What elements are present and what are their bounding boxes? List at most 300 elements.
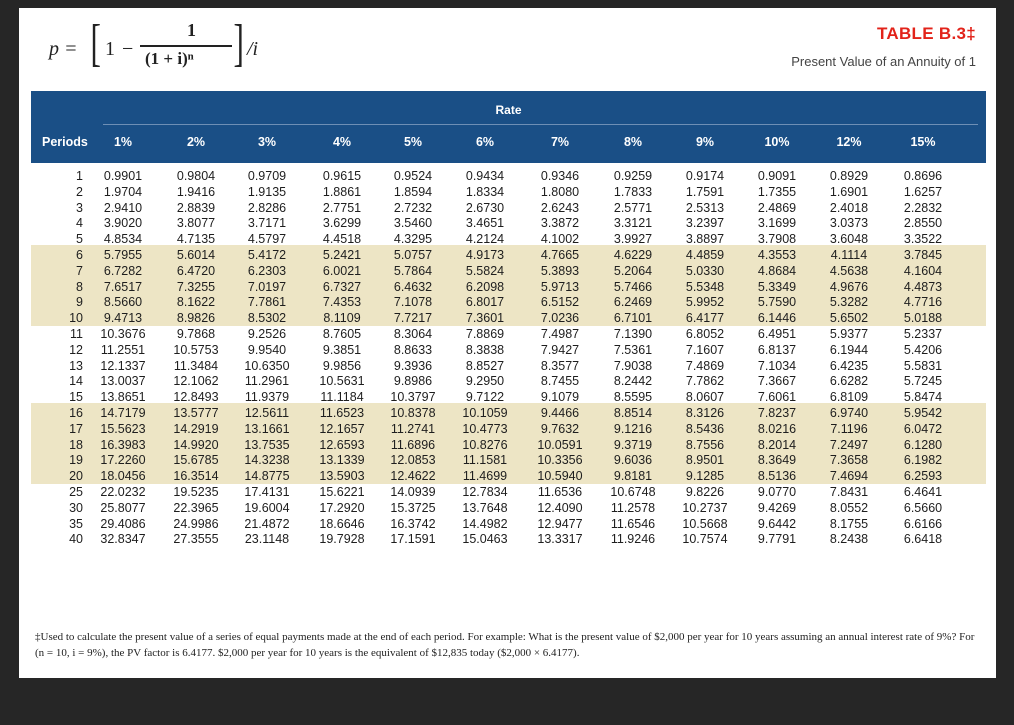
column-header: 1% bbox=[113, 135, 133, 149]
value-cell: 6.8137 bbox=[757, 342, 797, 357]
value-cell: 1.8334 bbox=[465, 184, 505, 199]
value-cell: 4.1114 bbox=[830, 248, 868, 262]
value-cell: 6.7282 bbox=[103, 263, 143, 278]
value-cell: 6.4632 bbox=[393, 279, 433, 294]
value-cell: 0.9346 bbox=[540, 169, 580, 183]
value-cell: 18.0456 bbox=[100, 469, 146, 484]
value-cell: 12.1062 bbox=[173, 374, 219, 389]
value-cell: 6.4641 bbox=[903, 485, 943, 499]
value-cell: 3.9020 bbox=[103, 216, 143, 231]
table-row bbox=[31, 169, 986, 184]
value-cell: 12.4090 bbox=[537, 500, 583, 515]
period-cell: 19 bbox=[69, 453, 83, 468]
value-cell: 13.1661 bbox=[244, 421, 290, 436]
value-cell: 29.4086 bbox=[100, 516, 146, 531]
value-cell: 3.0373 bbox=[829, 216, 869, 231]
period-cell: 17 bbox=[69, 421, 83, 436]
value-cell: 6.1944 bbox=[829, 342, 869, 357]
value-cell: 11.2551 bbox=[100, 342, 146, 357]
value-cell: 5.7955 bbox=[103, 248, 143, 262]
table-row bbox=[31, 501, 986, 516]
value-cell: 2.6730 bbox=[465, 200, 505, 215]
value-cell: 12.5611 bbox=[244, 406, 290, 420]
value-cell: 6.7327 bbox=[322, 279, 362, 294]
value-cell: 11.9246 bbox=[610, 532, 656, 547]
period-cell: 5 bbox=[76, 232, 83, 247]
value-cell: 27.3555 bbox=[173, 532, 219, 547]
value-cell: 5.5831 bbox=[903, 358, 943, 373]
value-cell: 6.4177 bbox=[685, 311, 725, 326]
value-cell: 0.9259 bbox=[613, 169, 653, 183]
value-cell: 3.3872 bbox=[540, 216, 580, 231]
value-cell: 7.1078 bbox=[393, 295, 433, 310]
footnote: ‡Used to calculate the present value of a series of equal payments made at the end of each period. For example: What is the present value of $2,000 per year for 10 years assuming an annual interest rate of 9%? For (n = 10, i = 9%), the PV factor is 6.4177. $2,000 per year for 10 years is the equivalent of $12,835 today ($2,000 × 6.4177). bbox=[35, 631, 975, 659]
value-cell: 4.8684 bbox=[757, 263, 797, 278]
value-cell: 16.3514 bbox=[173, 469, 219, 484]
value-cell: 3.8077 bbox=[176, 216, 216, 231]
period-cell: 25 bbox=[69, 485, 83, 499]
value-cell: 7.8869 bbox=[465, 327, 505, 341]
value-cell: 4.7665 bbox=[540, 248, 580, 262]
value-cell: 6.7101 bbox=[613, 311, 653, 326]
table-row bbox=[31, 248, 986, 263]
value-cell: 9.9856 bbox=[322, 358, 362, 373]
value-cell: 5.5348 bbox=[685, 279, 725, 294]
value-cell: 10.6350 bbox=[244, 358, 290, 373]
value-cell: 7.0236 bbox=[540, 311, 580, 326]
value-cell: 2.7751 bbox=[322, 200, 362, 215]
value-cell: 4.2124 bbox=[465, 232, 505, 247]
value-cell: 7.4869 bbox=[685, 358, 725, 373]
period-cell: 40 bbox=[69, 532, 83, 547]
column-header: 8% bbox=[623, 135, 643, 149]
value-cell: 4.7716 bbox=[903, 295, 943, 310]
value-cell: 11.1581 bbox=[462, 453, 508, 468]
value-cell: 7.6517 bbox=[103, 279, 143, 294]
column-header: 7% bbox=[550, 135, 570, 149]
value-cell: 1.9704 bbox=[103, 184, 143, 199]
value-cell: 14.0939 bbox=[390, 485, 436, 499]
value-cell: 16.3742 bbox=[390, 516, 436, 531]
rate-label: Rate bbox=[495, 103, 522, 117]
period-cell: 11 bbox=[70, 327, 83, 341]
table-title-box bbox=[791, 24, 976, 69]
value-cell: 4.9676 bbox=[829, 279, 869, 294]
value-cell: 9.4466 bbox=[540, 406, 580, 420]
value-cell: 3.1699 bbox=[757, 216, 797, 231]
value-cell: 2.8550 bbox=[903, 216, 943, 231]
value-cell: 9.8226 bbox=[685, 485, 725, 499]
value-cell: 9.8181 bbox=[613, 469, 653, 484]
value-cell: 8.9826 bbox=[176, 311, 216, 326]
value-cell: 9.8986 bbox=[393, 374, 433, 389]
table-row bbox=[31, 311, 986, 326]
value-cell: 12.1657 bbox=[319, 421, 365, 436]
rate-underline bbox=[103, 124, 978, 125]
period-cell: 10 bbox=[69, 311, 83, 326]
value-cell: 1.8861 bbox=[322, 184, 362, 199]
value-cell: 8.3649 bbox=[757, 453, 797, 468]
table-row bbox=[31, 406, 986, 421]
value-cell: 6.6418 bbox=[903, 532, 943, 547]
value-cell: 22.3965 bbox=[173, 500, 219, 515]
value-cell: 14.7179 bbox=[100, 406, 146, 420]
value-cell: 6.6166 bbox=[903, 516, 943, 531]
value-cell: 8.5302 bbox=[247, 311, 287, 326]
value-cell: 7.3255 bbox=[176, 279, 216, 294]
value-cell: 6.2303 bbox=[247, 263, 287, 278]
value-cell: 12.0853 bbox=[390, 453, 436, 468]
value-cell: 7.3601 bbox=[465, 311, 505, 326]
value-cell: 25.8077 bbox=[100, 500, 146, 515]
period-cell: 35 bbox=[69, 516, 83, 531]
value-cell: 3.3522 bbox=[903, 232, 943, 247]
value-cell: 6.4235 bbox=[829, 358, 869, 373]
value-cell: 6.2593 bbox=[903, 469, 943, 484]
period-cell: 15 bbox=[69, 390, 83, 405]
value-cell: 8.1755 bbox=[829, 516, 869, 531]
value-cell: 5.0188 bbox=[903, 311, 943, 326]
value-cell: 7.2497 bbox=[829, 437, 869, 452]
value-cell: 3.3121 bbox=[613, 216, 653, 231]
value-cell: 3.8897 bbox=[685, 232, 725, 247]
value-cell: 14.4982 bbox=[462, 516, 508, 531]
formula-minus: − bbox=[122, 38, 134, 60]
value-cell: 8.7455 bbox=[540, 374, 580, 389]
value-cell: 4.3295 bbox=[393, 232, 433, 247]
value-cell: 3.7908 bbox=[757, 232, 797, 247]
value-cell: 2.7232 bbox=[393, 200, 433, 215]
value-cell: 0.9434 bbox=[465, 169, 505, 183]
value-cell: 6.2098 bbox=[465, 279, 505, 294]
value-cell: 5.6502 bbox=[829, 311, 869, 326]
column-header: 4% bbox=[332, 135, 352, 149]
value-cell: 5.6014 bbox=[176, 248, 216, 262]
value-cell: 1.7591 bbox=[685, 184, 725, 199]
value-cell: 5.9952 bbox=[685, 295, 725, 310]
value-cell: 7.8431 bbox=[829, 485, 869, 499]
value-cell: 4.8534 bbox=[103, 232, 143, 247]
column-header: 3% bbox=[257, 135, 277, 149]
value-cell: 7.4694 bbox=[829, 469, 869, 484]
value-cell: 2.2832 bbox=[903, 200, 943, 215]
value-cell: 6.0472 bbox=[903, 421, 943, 436]
value-cell: 2.9410 bbox=[103, 200, 143, 215]
value-cell: 8.5436 bbox=[685, 421, 725, 436]
value-cell: 21.4872 bbox=[244, 516, 290, 531]
value-cell: 12.6593 bbox=[319, 437, 365, 452]
value-cell: 10.0591 bbox=[537, 437, 583, 452]
value-cell: 7.1034 bbox=[757, 358, 797, 373]
period-cell: 20 bbox=[69, 469, 83, 484]
title-footnote-mark: ‡ bbox=[966, 24, 976, 43]
value-cell: 2.5313 bbox=[685, 200, 725, 215]
period-cell: 30 bbox=[69, 500, 83, 515]
value-cell: 12.4622 bbox=[390, 469, 436, 484]
value-cell: 5.3349 bbox=[757, 279, 797, 294]
value-cell: 10.3676 bbox=[100, 327, 146, 341]
value-cell: 10.2737 bbox=[682, 500, 728, 515]
value-cell: 3.6048 bbox=[829, 232, 869, 247]
value-cell: 6.4951 bbox=[757, 327, 797, 341]
value-cell: 15.6785 bbox=[173, 453, 219, 468]
value-cell: 10.5668 bbox=[682, 516, 728, 531]
value-cell: 2.8839 bbox=[176, 200, 216, 215]
table-row bbox=[31, 216, 986, 231]
value-cell: 19.6004 bbox=[244, 500, 290, 515]
value-cell: 1.8080 bbox=[540, 184, 580, 199]
formula-right-bracket: ] bbox=[233, 15, 244, 72]
formula-p: p = bbox=[49, 38, 78, 60]
value-cell: 5.8474 bbox=[903, 390, 943, 405]
value-cell: 15.3725 bbox=[390, 500, 436, 515]
value-cell: 5.5824 bbox=[465, 263, 505, 278]
value-cell: 6.8017 bbox=[465, 295, 505, 310]
value-cell: 6.1280 bbox=[903, 437, 943, 452]
value-cell: 4.9173 bbox=[465, 248, 505, 262]
value-cell: 6.2469 bbox=[613, 295, 653, 310]
value-cell: 7.0197 bbox=[247, 279, 287, 294]
value-cell: 17.2920 bbox=[319, 500, 365, 515]
value-cell: 8.3126 bbox=[685, 406, 725, 420]
value-cell: 5.9713 bbox=[540, 279, 580, 294]
value-cell: 1.9135 bbox=[247, 184, 287, 199]
period-cell: 6 bbox=[76, 248, 83, 262]
value-cell: 4.6229 bbox=[613, 248, 653, 262]
value-cell: 13.5903 bbox=[319, 469, 365, 484]
value-cell: 8.0607 bbox=[685, 390, 725, 405]
value-cell: 10.1059 bbox=[462, 406, 508, 420]
value-cell: 3.9927 bbox=[613, 232, 653, 247]
value-cell: 6.4720 bbox=[176, 263, 216, 278]
document-page bbox=[19, 8, 996, 678]
value-cell: 14.2919 bbox=[173, 421, 219, 436]
value-cell: 12.9477 bbox=[537, 516, 583, 531]
value-cell: 6.6282 bbox=[829, 374, 869, 389]
table-row bbox=[31, 453, 986, 468]
table-row bbox=[31, 438, 986, 453]
value-cell: 18.6646 bbox=[319, 516, 365, 531]
value-cell: 1.7355 bbox=[757, 184, 797, 199]
value-cell: 0.9804 bbox=[176, 169, 216, 183]
value-cell: 2.5771 bbox=[613, 200, 653, 215]
value-cell: 11.9379 bbox=[244, 390, 290, 405]
periods-label: Periods bbox=[42, 135, 88, 149]
value-cell: 3.6299 bbox=[322, 216, 362, 231]
value-cell: 5.2421 bbox=[322, 248, 362, 262]
value-cell: 6.5152 bbox=[540, 295, 580, 310]
value-cell: 10.5631 bbox=[319, 374, 365, 389]
value-cell: 5.7245 bbox=[903, 374, 943, 389]
value-cell: 8.0216 bbox=[757, 421, 797, 436]
formula-denominator: (1 + i)ⁿ bbox=[145, 49, 194, 68]
value-cell: 19.5235 bbox=[173, 485, 219, 499]
value-cell: 8.2442 bbox=[613, 374, 653, 389]
value-cell: 7.3658 bbox=[829, 453, 869, 468]
value-cell: 9.4713 bbox=[103, 311, 143, 326]
value-cell: 6.1446 bbox=[757, 311, 797, 326]
value-cell: 8.8527 bbox=[465, 358, 505, 373]
value-cell: 8.2014 bbox=[757, 437, 797, 452]
value-cell: 8.7556 bbox=[685, 437, 725, 452]
value-cell: 8.3064 bbox=[393, 327, 433, 341]
period-cell: 14 bbox=[69, 374, 83, 389]
table-row bbox=[31, 264, 986, 279]
period-cell: 2 bbox=[76, 184, 83, 199]
period-cell: 18 bbox=[69, 437, 83, 452]
value-cell: 7.1390 bbox=[613, 327, 653, 341]
column-header: 5% bbox=[403, 135, 423, 149]
value-cell: 9.1216 bbox=[613, 421, 653, 436]
value-cell: 7.9427 bbox=[540, 342, 580, 357]
table-subtitle: Present Value of an Annuity of 1 bbox=[791, 54, 976, 69]
column-header: 12% bbox=[836, 135, 862, 149]
value-cell: 11.1184 bbox=[320, 390, 364, 405]
value-cell: 0.9524 bbox=[393, 169, 433, 183]
value-cell: 7.7217 bbox=[393, 311, 433, 326]
column-header: 9% bbox=[695, 135, 715, 149]
value-cell: 15.5623 bbox=[100, 421, 146, 436]
value-cell: 8.5660 bbox=[103, 295, 143, 310]
table-row bbox=[31, 327, 986, 342]
table-row bbox=[31, 343, 986, 358]
value-cell: 8.7605 bbox=[322, 327, 362, 341]
annuity-formula bbox=[35, 15, 265, 80]
value-cell: 11.6546 bbox=[610, 516, 656, 531]
value-cell: 9.0770 bbox=[757, 485, 797, 499]
value-cell: 17.2260 bbox=[100, 453, 146, 468]
value-cell: 7.1196 bbox=[830, 421, 868, 436]
value-cell: 9.7632 bbox=[540, 421, 580, 436]
value-cell: 5.7864 bbox=[393, 263, 433, 278]
value-cell: 5.0330 bbox=[685, 263, 725, 278]
value-cell: 11.4699 bbox=[462, 469, 508, 484]
value-cell: 4.3553 bbox=[757, 248, 797, 262]
table-row bbox=[31, 374, 986, 389]
table-header bbox=[31, 91, 986, 163]
value-cell: 9.6442 bbox=[757, 516, 797, 531]
value-cell: 5.3282 bbox=[829, 295, 869, 310]
value-cell: 6.9740 bbox=[829, 406, 869, 420]
value-cell: 9.7791 bbox=[757, 532, 797, 547]
value-cell: 6.8052 bbox=[685, 327, 725, 341]
value-cell: 7.4987 bbox=[540, 327, 580, 341]
value-cell: 5.9377 bbox=[829, 327, 869, 341]
value-cell: 0.9901 bbox=[103, 169, 143, 183]
value-cell: 8.5595 bbox=[613, 390, 653, 405]
value-cell: 13.5777 bbox=[173, 406, 219, 420]
value-cell: 14.9920 bbox=[173, 437, 219, 452]
period-cell: 13 bbox=[69, 358, 83, 373]
value-cell: 8.5136 bbox=[757, 469, 797, 484]
value-cell: 7.1607 bbox=[685, 342, 725, 357]
value-cell: 22.0232 bbox=[100, 485, 146, 499]
value-cell: 3.5460 bbox=[393, 216, 433, 231]
value-cell: 14.3238 bbox=[244, 453, 290, 468]
value-cell: 9.7122 bbox=[465, 390, 505, 405]
value-cell: 11.2961 bbox=[244, 374, 290, 389]
value-cell: 0.9709 bbox=[247, 169, 287, 183]
table-row bbox=[31, 469, 986, 484]
value-cell: 7.8237 bbox=[757, 406, 797, 420]
value-cell: 8.3577 bbox=[540, 358, 580, 373]
value-cell: 7.9038 bbox=[613, 358, 653, 373]
column-header: 6% bbox=[475, 135, 495, 149]
value-cell: 10.6748 bbox=[610, 485, 656, 499]
value-cell: 7.7862 bbox=[685, 374, 725, 389]
value-cell: 7.6061 bbox=[757, 390, 797, 405]
value-cell: 8.1109 bbox=[323, 311, 361, 326]
value-cell: 17.4131 bbox=[244, 485, 290, 499]
value-cell: 0.9615 bbox=[322, 169, 362, 183]
value-cell: 5.9542 bbox=[903, 406, 943, 420]
value-cell: 3.2397 bbox=[685, 216, 725, 231]
value-cell: 2.4869 bbox=[757, 200, 797, 215]
value-cell: 3.7171 bbox=[247, 216, 287, 231]
value-cell: 15.0463 bbox=[462, 532, 508, 547]
value-cell: 16.3983 bbox=[100, 437, 146, 452]
value-cell: 9.9540 bbox=[247, 342, 287, 357]
table-row bbox=[31, 232, 986, 247]
value-cell: 8.3838 bbox=[465, 342, 505, 357]
period-cell: 12 bbox=[69, 342, 83, 357]
value-cell: 3.4651 bbox=[465, 216, 505, 231]
value-cell: 8.9501 bbox=[685, 453, 725, 468]
formula-one: 1 bbox=[105, 38, 115, 60]
annuity-table bbox=[31, 91, 986, 625]
value-cell: 1.6257 bbox=[903, 184, 943, 199]
formula-fraction-line bbox=[140, 45, 232, 47]
value-cell: 7.5361 bbox=[613, 342, 653, 357]
value-cell: 19.7928 bbox=[319, 532, 365, 547]
value-cell: 9.6036 bbox=[613, 453, 653, 468]
period-cell: 3 bbox=[76, 200, 83, 215]
table-row bbox=[31, 485, 986, 500]
value-cell: 0.8929 bbox=[829, 169, 869, 183]
value-cell: 4.1002 bbox=[540, 232, 580, 247]
value-cell: 9.3719 bbox=[613, 437, 653, 452]
period-cell: 8 bbox=[76, 279, 83, 294]
value-cell: 4.5797 bbox=[247, 232, 287, 247]
value-cell: 5.4206 bbox=[903, 342, 943, 357]
table-row bbox=[31, 295, 986, 310]
value-cell: 12.7834 bbox=[462, 485, 508, 499]
formula-numerator: 1 bbox=[187, 20, 196, 40]
column-header: 2% bbox=[186, 135, 206, 149]
value-cell: 5.7466 bbox=[613, 279, 653, 294]
period-cell: 16 bbox=[69, 406, 83, 420]
value-cell: 4.4873 bbox=[903, 279, 943, 294]
value-cell: 9.1079 bbox=[540, 390, 580, 405]
value-cell: 12.1337 bbox=[100, 358, 146, 373]
value-cell: 11.6896 bbox=[390, 437, 436, 452]
value-cell: 6.8109 bbox=[829, 390, 869, 405]
table-row bbox=[31, 280, 986, 295]
value-cell: 11.2741 bbox=[390, 421, 436, 436]
value-cell: 32.8347 bbox=[100, 532, 146, 547]
value-cell: 5.7590 bbox=[757, 295, 797, 310]
period-cell: 4 bbox=[76, 216, 83, 231]
value-cell: 1.8594 bbox=[393, 184, 433, 199]
column-header: 10% bbox=[764, 135, 790, 149]
value-cell: 13.1339 bbox=[319, 453, 365, 468]
table-row bbox=[31, 201, 986, 216]
value-cell: 5.4172 bbox=[247, 248, 287, 262]
value-cell: 1.9416 bbox=[176, 184, 216, 199]
value-cell: 10.4773 bbox=[462, 421, 508, 436]
value-cell: 9.3851 bbox=[322, 342, 362, 357]
value-cell: 11.6536 bbox=[537, 485, 583, 499]
